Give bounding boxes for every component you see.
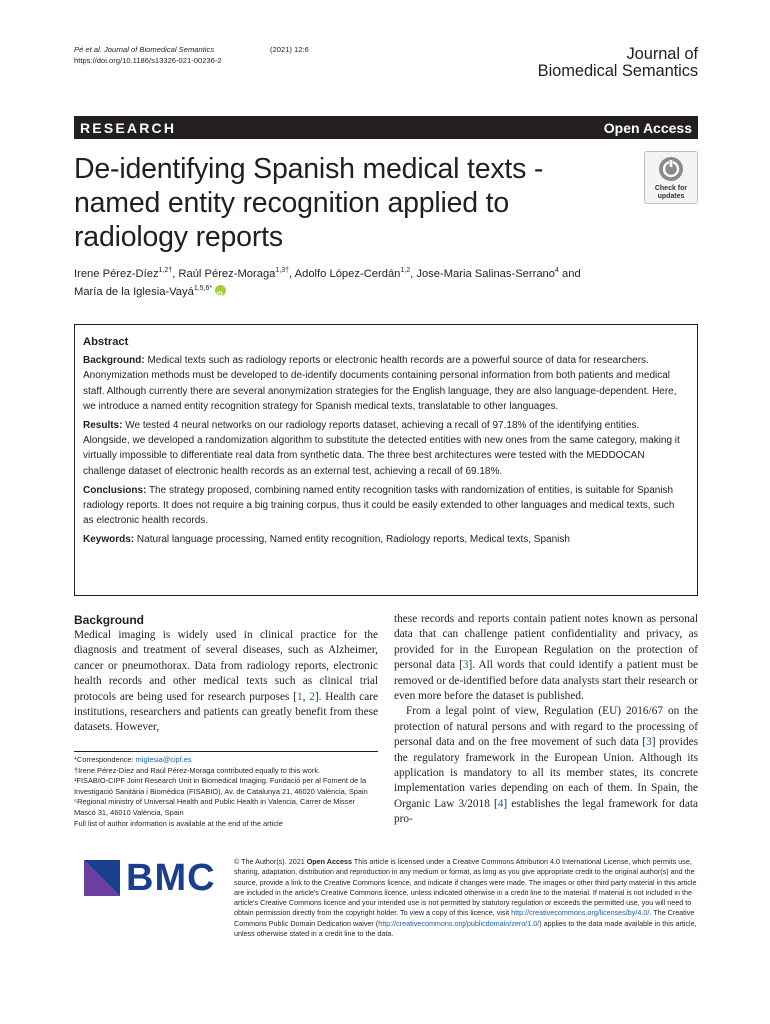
author-affiliation: 1,3† [275,267,290,274]
body-right-column [394,612,698,828]
citation-link[interactable]: 4 [497,797,504,810]
author-name[interactable]: Irene Pérez-Díez [74,268,159,280]
conclusions-label: Conclusions: [83,484,147,496]
affiliation-note: ¹FISABIO-CIPF Joint Research Unit in Biomedical Imaging. Fundació per al Foment de la Investigació Sanitària i Biomèdica (FISABIO), Av. de Catalunya 21, 46020 València, Spain [74,776,368,796]
keywords-text: Natural language processing, Named entity recognition, Radiology reports, Medical texts, Spanish [136,534,570,546]
citation-link[interactable]: 2 [309,690,315,703]
keywords-label: Keywords: [83,534,135,546]
section-banner [74,116,698,139]
correspondence-note [74,755,378,766]
body-paragraph [74,628,378,736]
author-name[interactable]: Jose-Maria Salinas-Serrano [416,268,556,280]
results-label: Results: [83,420,123,432]
body-left-column [74,612,378,736]
license-text [234,857,698,939]
body-text: these records and reports contain patient notes known as personal data that can challenge patient confidentiality and privacy, as provided for in the European Regulation on the protection of personal data [ [394,613,698,672]
equal-contribution-note: †Irene Pérez-Díez and Raúl Pérez-Moraga contributed equally to this work. [74,765,321,775]
public-domain-link[interactable]: http://creativecommons.org/publicdomain/zero/1.0/ [378,918,540,928]
journal-logo-line2: Biomedical Semantics [537,62,698,80]
license-body: . The Creative Commons Public Domain Dedication waiver ( [234,908,695,928]
abstract-keywords [83,532,687,547]
doi-link[interactable]: https://doi.org/10.1186/s13326-021-00236-2 [74,56,222,65]
license-copyright: © The Author(s). 2021 [234,857,307,866]
abstract-box [74,324,698,596]
citation-link[interactable]: 3 [646,736,652,749]
license-open-access: Open Access [306,857,352,866]
body-text: ] establishes the legal framework for data pro- [394,797,699,826]
abstract-results [83,418,687,479]
body-paragraph [394,612,698,704]
author-name[interactable]: Raúl Pérez-Moraga [178,268,276,280]
body-text: ]. Health care institutions, researchers and patients can greatly benefit from these datasets. However, [74,690,378,734]
body-text: ]. All words that could identify a patient must be removed or de-identified before data analysts start their research or even more before the dataset is published. [394,659,699,703]
journal-logo-line1: Journal of [626,45,698,63]
affiliation-note: ⁵Regional ministry of Universal Health and Public Health in Valencia, Carrer de Misser Mascó 31, 46010 València, Spain [74,797,356,817]
citation-journal: Pé et al. Journal of Biomedical Semantics [74,45,215,54]
body-paragraph [394,704,698,827]
bmc-logo-icon [84,860,120,896]
author-name[interactable]: María de la Iglesia-Vayá [74,286,194,298]
author-affiliation: 4 [555,267,559,274]
section-label: RESEARCH [80,119,177,136]
license-link[interactable]: http://creativecommons.org/licenses/by/4.0/ [511,908,650,918]
background-label: Background: [83,355,145,367]
body-text: From a legal point of view, Regulation (EU) 2016/67 on the protection of natural persons and with regard to the processing of personal data and on the free movement of such data [ [394,705,698,749]
full-author-info-note: Full list of author information is available at the end of the article [74,818,283,828]
article-title: De-identifying Spanish medical texts - named entity recognition applied to radiology reports [74,153,544,253]
orcid-icon[interactable] [215,285,226,296]
separator: , [302,690,310,703]
citation-issue: (2021) 12:6 [270,45,309,54]
license-body: ) applies to the data made available in this article, unless otherwise stated in a credit line to the data. [234,918,697,939]
abstract-heading: Abstract [83,336,129,348]
background-text: Medical texts such as radiology reports or electronic health records are a powerful source of data for researchers. Anonymization methods must be developed to de-identify documents containing personal information from both patients and medical staff. Although currently there are several anonymization strategies for the English language, they are also language-dependent. Here, we introduce a named entity recognition strategy for Spanish medical texts, translatable to other languages. [83,355,677,412]
and-word: and [562,268,581,280]
conclusions-text: The strategy proposed, combining named entity recognition tasks with randomization of entities, is suitable for Spanish radiology reports. It does not require a big training corpus, thus it could be easily extended to other languages and medical texts, such as electronic health records. [83,484,675,527]
results-text: We tested 4 neural networks on our radiology reports dataset, achieving a recall of 97.18% of the identifying entities. Alongside, we developed a randomization algorithm to substitute the detected entities with new ones from the same category, making it virtually impossible to differentiate real data from synthetic data. The three best architectures were tested with the MEDDOCAN challenge dataset of electronic health records as an external test, achieving a recall of 69.18%. [83,420,680,477]
author-affiliation: 1,5,6* [193,285,213,292]
citation-block [74,44,309,66]
section-heading-background: Background [74,613,145,627]
author-name[interactable]: Adolfo López-Cerdán [294,268,401,280]
check-updates-icon [658,156,684,182]
footnotes [74,751,378,829]
journal-logo [538,46,698,80]
body-text: Medical imaging is widely used in clinical practice for the diagnosis and treatment of several diseases, such as Alzheimer, cancer or pneumothorax. Data from radiology reports, electronic health records and other medical texts such as clinical trial protocols are being used for research purposes [ [74,629,378,703]
correspondence-label: *Correspondence: [74,755,136,764]
author-affiliation: 1,2† [158,267,173,274]
abstract-background [83,353,687,414]
open-access-label: Open Access [603,119,692,136]
license-body: This article is licensed under a Creative Commons Attribution 4.0 International License, which permits use, sharing, adaptation, distribution and reproduction in any medium or format, as long as you give appropriate credit to the original author(s) and the source, provide a link to the Creative Commons licence, and indicate if changes were made. The images or other third party material in this article are included in the article's Creative Commons licence, unless indicated otherwise in a credit line to the material. If material is not included in the article's Creative Commons licence and your intended use is not permitted by statutory regulation or exceeds the permitted use, you will need to obtain permission directly from the copyright holder. To view a copy of this licence, visit [234,857,697,918]
citation-link[interactable]: 3 [462,659,469,672]
author-affiliation: 1,2 [400,267,411,274]
body-text: ] provides the regulatory framework in the European Union. Although its application is mandatory to all its member states, its concrete implementation varies depending on each of them. In Spain, the Organic Law 3/2018 [ [394,736,698,810]
bmc-logo-text: BMC [126,856,216,899]
check-updates-label: Check for updates [654,185,688,200]
author-list: Irene Pérez-Díez$^{1,2\dagger}$, Raúl Pérez-Moraga$^{1,3\dagger}$, Adolfo López-Cerdán$^{1,2}$, Jose-Maria Salinas-Serrano$^4$ and María de la Iglesia-Vayá$^{1,5,6*}$ iD [74,265,704,301]
abstract-conclusions [83,483,687,529]
correspondence-email[interactable]: miglesia@cipf.es [135,755,192,764]
citation-link[interactable]: 1 [296,690,303,703]
check-for-updates-button[interactable] [644,151,698,204]
bmc-logo [84,858,220,898]
